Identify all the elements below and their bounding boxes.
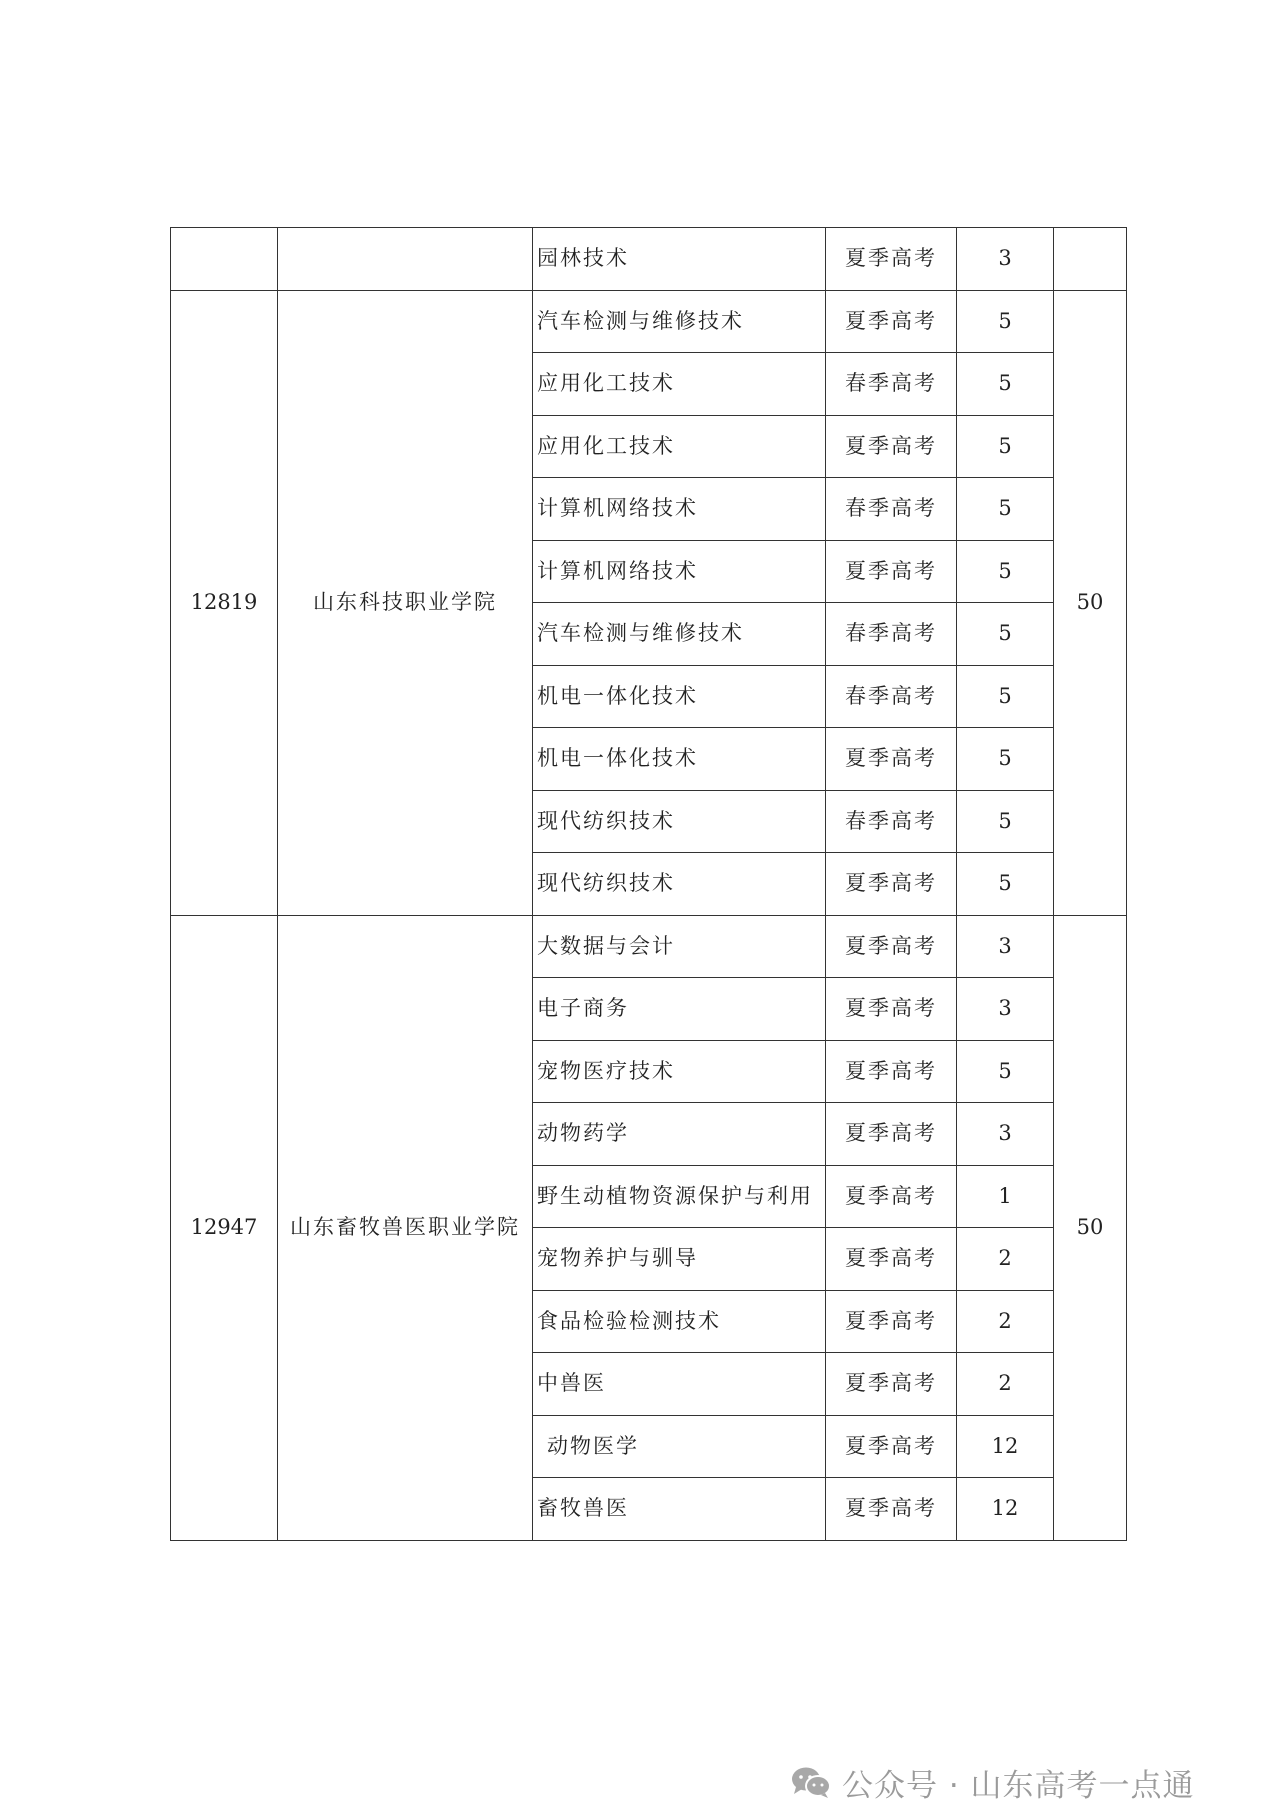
plan-count-cell: 5 xyxy=(957,353,1054,416)
major-cell: 计算机网络技术 xyxy=(533,540,826,603)
major-cell: 机电一体化技术 xyxy=(533,728,826,791)
exam-type-cell: 夏季高考 xyxy=(826,915,957,978)
plan-count-cell: 2 xyxy=(957,1353,1054,1416)
exam-type-cell: 夏季高考 xyxy=(826,1353,957,1416)
plan-count-cell: 5 xyxy=(957,728,1054,791)
plan-count-cell: 3 xyxy=(957,915,1054,978)
major-cell: 宠物医疗技术 xyxy=(533,1040,826,1103)
school-code-cell: 12819 xyxy=(171,290,278,915)
exam-type-cell: 夏季高考 xyxy=(826,290,957,353)
plan-count-cell: 3 xyxy=(957,1103,1054,1166)
major-cell: 应用化工技术 xyxy=(533,415,826,478)
wechat-watermark xyxy=(790,1762,1195,1802)
exam-type-cell: 夏季高考 xyxy=(826,1165,957,1228)
plan-count-cell: 5 xyxy=(957,665,1054,728)
major-cell: 宠物养护与驯导 xyxy=(533,1228,826,1291)
major-cell: 野生动植物资源保护与利用 xyxy=(533,1165,826,1228)
school-name-cell: 山东科技职业学院 xyxy=(278,290,533,915)
plan-count-cell: 5 xyxy=(957,1040,1054,1103)
plan-count-cell: 5 xyxy=(957,478,1054,541)
exam-type-cell: 夏季高考 xyxy=(826,1040,957,1103)
exam-type-cell: 春季高考 xyxy=(826,790,957,853)
major-cell: 大数据与会计 xyxy=(533,915,826,978)
school-name-cell-empty xyxy=(278,228,533,291)
major-cell: 园林技术 xyxy=(533,228,826,291)
major-cell: 食品检验检测技术 xyxy=(533,1290,826,1353)
major-cell: 汽车检测与维修技术 xyxy=(533,603,826,666)
school-total-cell: 50 xyxy=(1054,915,1127,1540)
plan-count-cell: 3 xyxy=(957,228,1054,291)
exam-type-cell: 春季高考 xyxy=(826,665,957,728)
plan-count-cell: 1 xyxy=(957,1165,1054,1228)
plan-count-cell: 12 xyxy=(957,1478,1054,1541)
plan-count-cell: 5 xyxy=(957,290,1054,353)
major-cell: 应用化工技术 xyxy=(533,353,826,416)
exam-type-cell: 夏季高考 xyxy=(826,1478,957,1541)
school-total-cell-empty xyxy=(1054,228,1127,291)
plan-count-cell: 5 xyxy=(957,853,1054,916)
exam-type-cell: 夏季高考 xyxy=(826,978,957,1041)
major-cell: 计算机网络技术 xyxy=(533,478,826,541)
major-cell: 畜牧兽医 xyxy=(533,1478,826,1541)
major-cell: 中兽医 xyxy=(533,1353,826,1416)
major-cell: 现代纺织技术 xyxy=(533,853,826,916)
exam-type-cell: 春季高考 xyxy=(826,478,957,541)
plan-count-cell: 5 xyxy=(957,415,1054,478)
exam-type-cell: 夏季高考 xyxy=(826,1103,957,1166)
table-row xyxy=(171,228,1127,291)
major-cell: 机电一体化技术 xyxy=(533,665,826,728)
school-code-cell-empty xyxy=(171,228,278,291)
school-name-cell: 山东畜牧兽医职业学院 xyxy=(278,915,533,1540)
table-row xyxy=(171,915,1127,978)
major-cell: 汽车检测与维修技术 xyxy=(533,290,826,353)
table-row xyxy=(171,290,1127,353)
major-cell: 动物医学 xyxy=(533,1415,826,1478)
exam-type-cell: 春季高考 xyxy=(826,353,957,416)
exam-type-cell: 夏季高考 xyxy=(826,228,957,291)
exam-type-cell: 夏季高考 xyxy=(826,728,957,791)
school-code-cell: 12947 xyxy=(171,915,278,1540)
major-cell: 电子商务 xyxy=(533,978,826,1041)
plan-count-cell: 2 xyxy=(957,1228,1054,1291)
exam-type-cell: 夏季高考 xyxy=(826,540,957,603)
exam-type-cell: 春季高考 xyxy=(826,603,957,666)
exam-type-cell: 夏季高考 xyxy=(826,1228,957,1291)
exam-type-cell: 夏季高考 xyxy=(826,1290,957,1353)
plan-count-cell: 5 xyxy=(957,790,1054,853)
major-cell: 现代纺织技术 xyxy=(533,790,826,853)
school-total-cell: 50 xyxy=(1054,290,1127,915)
exam-type-cell: 夏季高考 xyxy=(826,1415,957,1478)
plan-count-cell: 5 xyxy=(957,603,1054,666)
plan-count-cell: 5 xyxy=(957,540,1054,603)
enrollment-table xyxy=(170,227,1127,1541)
major-cell: 动物药学 xyxy=(533,1103,826,1166)
plan-count-cell: 3 xyxy=(957,978,1054,1041)
plan-count-cell: 12 xyxy=(957,1415,1054,1478)
plan-count-cell: 2 xyxy=(957,1290,1054,1353)
wechat-icon xyxy=(790,1765,832,1799)
exam-type-cell: 夏季高考 xyxy=(826,415,957,478)
watermark-text: 公众号 · 山东高考一点通 xyxy=(842,1767,1195,1804)
exam-type-cell: 夏季高考 xyxy=(826,853,957,916)
